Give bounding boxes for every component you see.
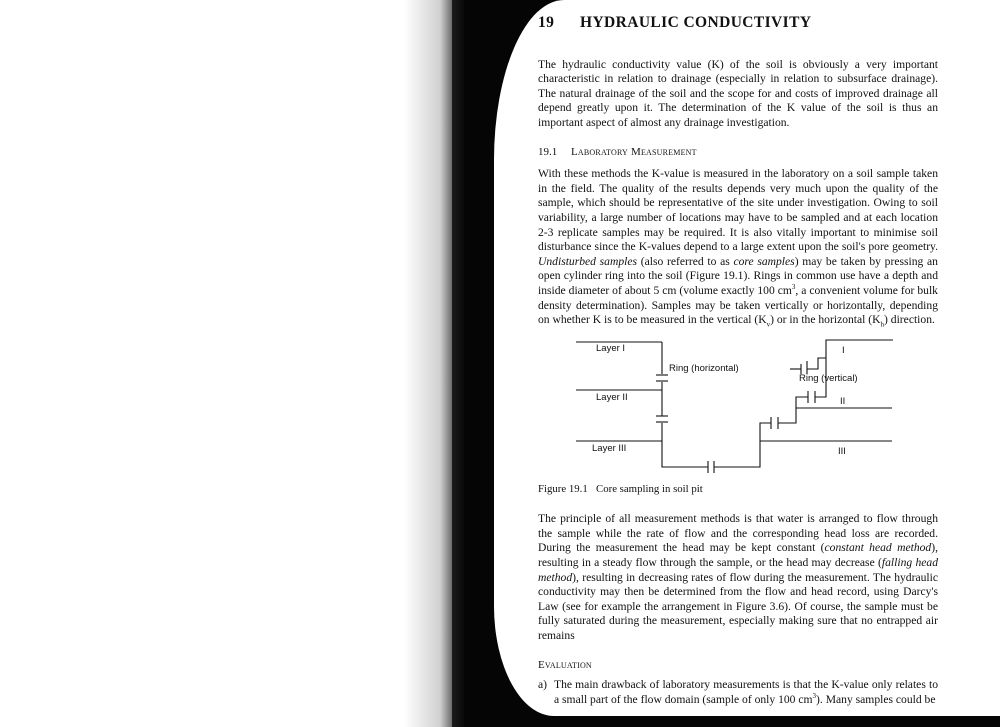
section-heading [538,145,938,160]
text-run: With these methods the K-value is measured in the laboratory on a soil sample taken in the field. The quality of the results depends very much upon the quality of the sample, which should be representative of the site under investigation. Owing to soil variability, a large number of locations may have to be sampled and at each location 2-3 replicate samples may be required. It is also vitally important to minimise soil disturbance since the K-values depend to a large extent upon the soil's pore geometry. [538,167,938,254]
figure-caption-number: Figure 19.1 [538,482,588,495]
label-right-layer-2: II [840,395,846,407]
pit-step-upper [815,340,893,397]
superscript: 3 [791,283,796,292]
principle-paragraph [538,512,938,643]
text-run: ). Many samples could be [816,692,936,706]
subscript: v [766,320,771,329]
vertical-ring-label-lead-b [807,358,826,369]
label-ring-horizontal: Ring (horizontal) [669,362,739,374]
text-run: The main drawback of laboratory measurements is that the K-value only relates to a small part of the flow domain (sample of only 100 cm [554,678,938,706]
intro-paragraph: The hydraulic conductivity value (K) of the soil is obviously a very important characteristic in relation to drainage (especially in relation to subsurface drainage). The natural drainage of the soil and the scope for and costs of improved drainage all depend greatly upon it. The determination of the K value of the soil is thus an important aspect of almost any drainage investigation. [538,57,938,129]
lab-measurement-paragraph [538,167,938,328]
label-layer-1: Layer I [596,342,626,354]
page-content [538,16,938,707]
chapter-title: HYDRAULIC CONDUCTIVITY [580,14,812,31]
right-page [494,0,1000,716]
text-run: ), resulting in a steady flow through the sample, or the head may decrease ( [538,541,938,570]
evaluation-heading: Evaluation [538,658,592,671]
chapter-heading [538,16,938,31]
text-run: , a convenient volume for bulk density determination). Samples may be taken vertically or horizontally, depending on whether K is to be measured in the vertical (K [538,283,938,327]
left-page [0,0,452,727]
text-run: ) direction. [884,313,935,327]
emphasis-falling-head: falling head method [538,556,939,584]
text-run: (also referred to as [637,254,734,268]
text-run: ) or in the horizontal (K [770,313,881,327]
text-run: ) may be taken by pressing an open cylinder ring into the soil (Figure 19.1). Rings in common use have a depth and inside diameter of about 5 cm (volume exactly 100 cm [538,254,938,297]
emphasis-constant-head: constant head method [824,541,932,555]
soil-pit-diagram [538,334,938,474]
figure-caption [538,482,938,497]
label-ring-vertical: Ring (vertical) [799,372,858,384]
superscript: 3 [812,691,817,700]
section-number: 19.1 [538,145,558,158]
pit-step-lower [714,423,771,467]
label-right-layer-1: I [842,344,845,356]
figure-core-sampling [538,334,938,474]
pit-wall-lower [662,423,708,467]
figure-caption-text: Core sampling in soil pit [596,482,703,495]
evaluation-item-a [538,678,938,707]
book-gutter-shadow [404,0,464,727]
pit-step-middle [778,397,808,423]
chapter-number: 19 [538,14,555,31]
label-layer-3: Layer III [592,442,627,454]
subscript: h [880,320,885,329]
section-title: Laboratory Measurement [571,145,697,158]
text-run: The principle of all measurement methods is that water is arranged to flow through the sample while the rate of flow and the corresponding head loss are recorded. During the measurement the head may be kept constant ( [538,512,938,555]
label-right-layer-3: III [838,445,846,457]
text-run: ), resulting in decreasing rates of flow during the measurement. The hydraulic conductivity may then be determined from the flow and head record, using Darcy's Law (see for example the arrangement in Figure 3.6). Of course, the sample must be fully saturated during the measurement, especially making sure that no entrapped air remains [538,570,938,643]
emphasis-undisturbed-samples: Undisturbed samples [538,254,638,268]
emphasis-core-samples: core samples [733,254,795,268]
label-layer-2: Layer II [596,391,628,403]
item-label: a) [538,678,548,692]
